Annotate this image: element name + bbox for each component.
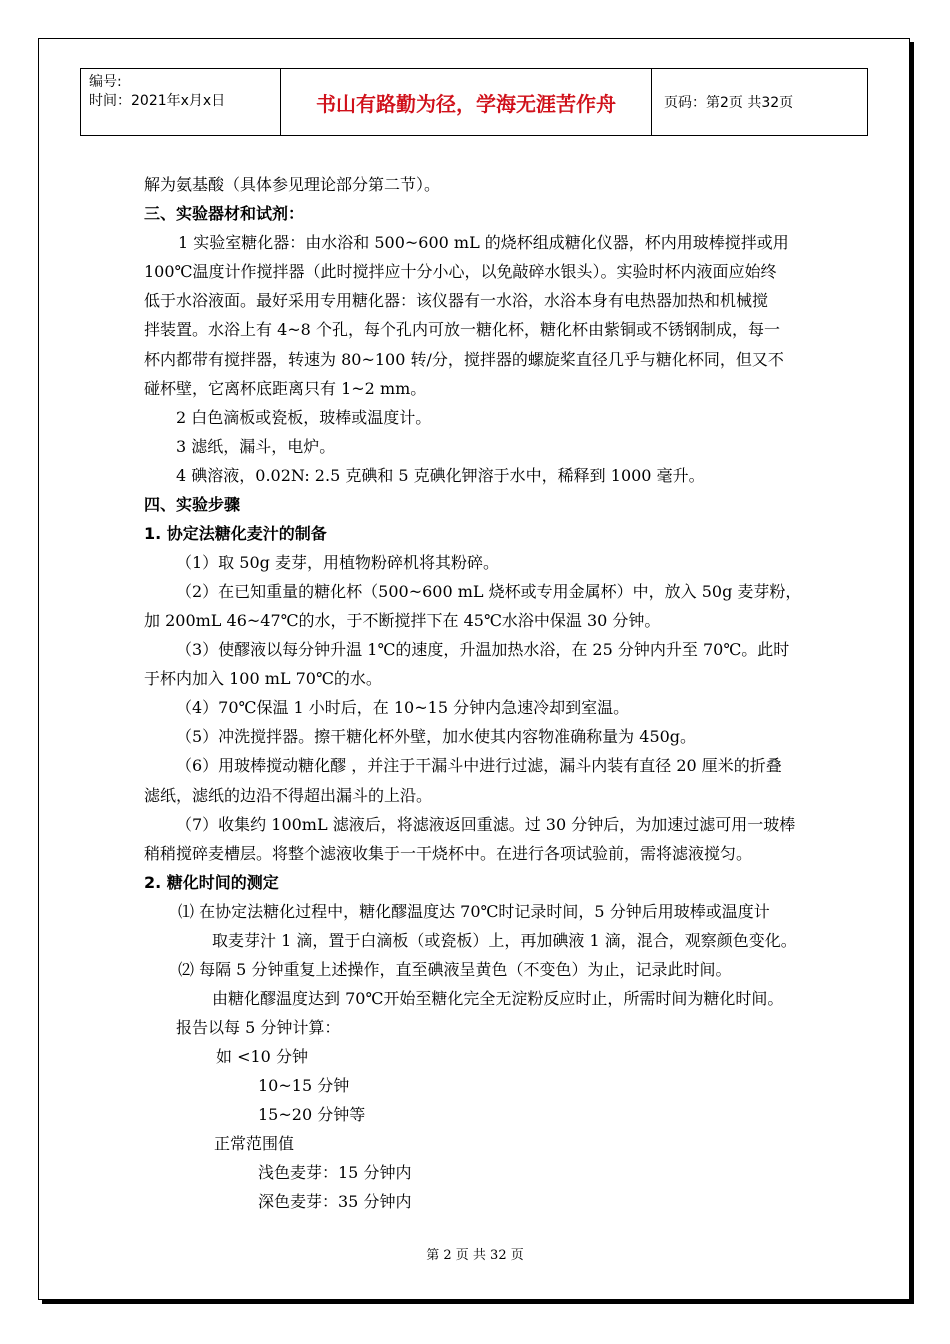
text-line: 浅色麦芽：15 分钟内 xyxy=(258,1163,412,1182)
text-line: （1）取 50g 麦芽，用植物粉碎机将其粉碎。 xyxy=(176,553,499,572)
text-line: 100℃温度计作搅拌器（此时搅拌应十分小心，以免敲碎水银头）。实验时杯内液面应始终 xyxy=(144,262,777,281)
header-motto: 书山有路勤为径，学海无涯苦作舟 xyxy=(281,69,652,135)
text-line: 低于水浴液面。最好采用专用糖化器：该仪器有一水浴，水浴本身有电热器加热和机械搅 xyxy=(144,291,769,310)
header-meta xyxy=(81,69,281,135)
text-line: 杯内都带有搅拌器，转速为 80~100 转/分，搅拌器的螺旋桨直径几乎与糖化杯同，但又不 xyxy=(144,350,784,369)
text-line: 1 实验室糖化器：由水浴和 500~600 mL 的烧杯组成糖化仪器，杯内用玻棒搅拌或用 xyxy=(178,233,789,252)
text-line: 滤纸，滤纸的边沿不得超出漏斗的上沿。 xyxy=(144,786,433,805)
text-line: 3 滤纸，漏斗，电炉。 xyxy=(176,437,336,456)
text-line: 加 200mL 46~47℃的水，于不断搅拌下在 45℃水浴中保温 30 分钟。 xyxy=(144,611,661,630)
text-line: 10~15 分钟 xyxy=(258,1076,350,1095)
text-line: （6）用玻棒搅动糖化醪 ，并注于干漏斗中进行过滤，漏斗内装有直径 20 厘米的折叠 xyxy=(176,756,782,775)
text-line: 稍稍搅碎麦槽层。将整个滤液收集于一干烧杯中。在进行各项试验前，需将滤液搅匀。 xyxy=(144,844,753,863)
page-footer: 第 2 页 共 32 页 xyxy=(426,1248,524,1263)
text-line: 拌装置。水浴上有 4~8 个孔，每个孔内可放一糖化杯，糖化杯由紫铜或不锈钢制成，每一 xyxy=(144,320,780,339)
number-label: 编号: xyxy=(89,74,122,90)
text-line: 2 白色滴板或瓷板，玻棒或温度计。 xyxy=(176,408,432,427)
text-line: 深色麦芽：35 分钟内 xyxy=(258,1192,412,1211)
section-heading: 四、实验步骤 xyxy=(144,495,241,514)
text-line: 解为氨基酸（具体参见理论部分第二节）。 xyxy=(144,175,441,194)
date-line: 时间：2021年x月x日 xyxy=(89,93,226,109)
text-line: （4）70℃保温 1 小时后，在 10~15 分钟内急速冷却到室温。 xyxy=(176,698,630,717)
text-line: ⑴ 在协定法糖化过程中，糖化醪温度达 70℃时记录时间，5 分钟后用玻棒或温度计 xyxy=(178,902,770,921)
text-line: （5）冲洗搅拌器。擦干糖化杯外壁，加水使其内容物准确称量为 450g。 xyxy=(176,727,697,746)
document-header xyxy=(80,68,868,136)
text-line: 取麦芽汁 1 滴，置于白滴板（或瓷板）上，再加碘液 1 滴，混合，观察颜色变化。 xyxy=(212,931,797,950)
text-line: 碰杯壁，它离杯底距离只有 1~2 mm。 xyxy=(144,379,427,398)
text-line: 15~20 分钟等 xyxy=(258,1105,366,1124)
text-line: 由糖化醪温度达到 70℃开始至糖化完全无淀粉反应时止，所需时间为糖化时间。 xyxy=(212,989,784,1008)
text-line: （3）使醪液以每分钟升温 1℃的速度，升温加热水浴，在 25 分钟内升至 70℃。此时 xyxy=(176,640,790,659)
text-line: 4 碘溶液，0.02N: 2.5 克碘和 5 克碘化钾溶于水中，稀释到 1000 毫升。 xyxy=(176,466,705,485)
subsection-heading: 1. 协定法糖化麦汁的制备 xyxy=(144,524,327,543)
subsection-heading: 2. 糖化时间的测定 xyxy=(144,873,279,892)
text-line: 如 <10 分钟 xyxy=(216,1047,308,1066)
text-line: （7）收集约 100mL 滤液后，将滤液返回重滤。过 30 分钟后，为加速过滤可用一玻棒 xyxy=(176,815,796,834)
text-line: 于杯内加入 100 mL 70℃的水。 xyxy=(144,669,382,688)
section-heading: 三、实验器材和试剂： xyxy=(144,204,305,223)
text-line: ⑵ 每隔 5 分钟重复上述操作，直至碘液呈黄色（不变色）为止，记录此时间。 xyxy=(178,960,732,979)
text-line: 报告以每 5 分钟计算： xyxy=(176,1018,341,1037)
header-page-info: 页码：第2页 共32页 xyxy=(664,95,794,111)
text-line: （2）在已知重量的糖化杯（500~600 mL 烧杯或专用金属杯）中，放入 50g 麦芽粉， xyxy=(176,582,802,601)
text-line: 正常范围值 xyxy=(214,1134,295,1153)
